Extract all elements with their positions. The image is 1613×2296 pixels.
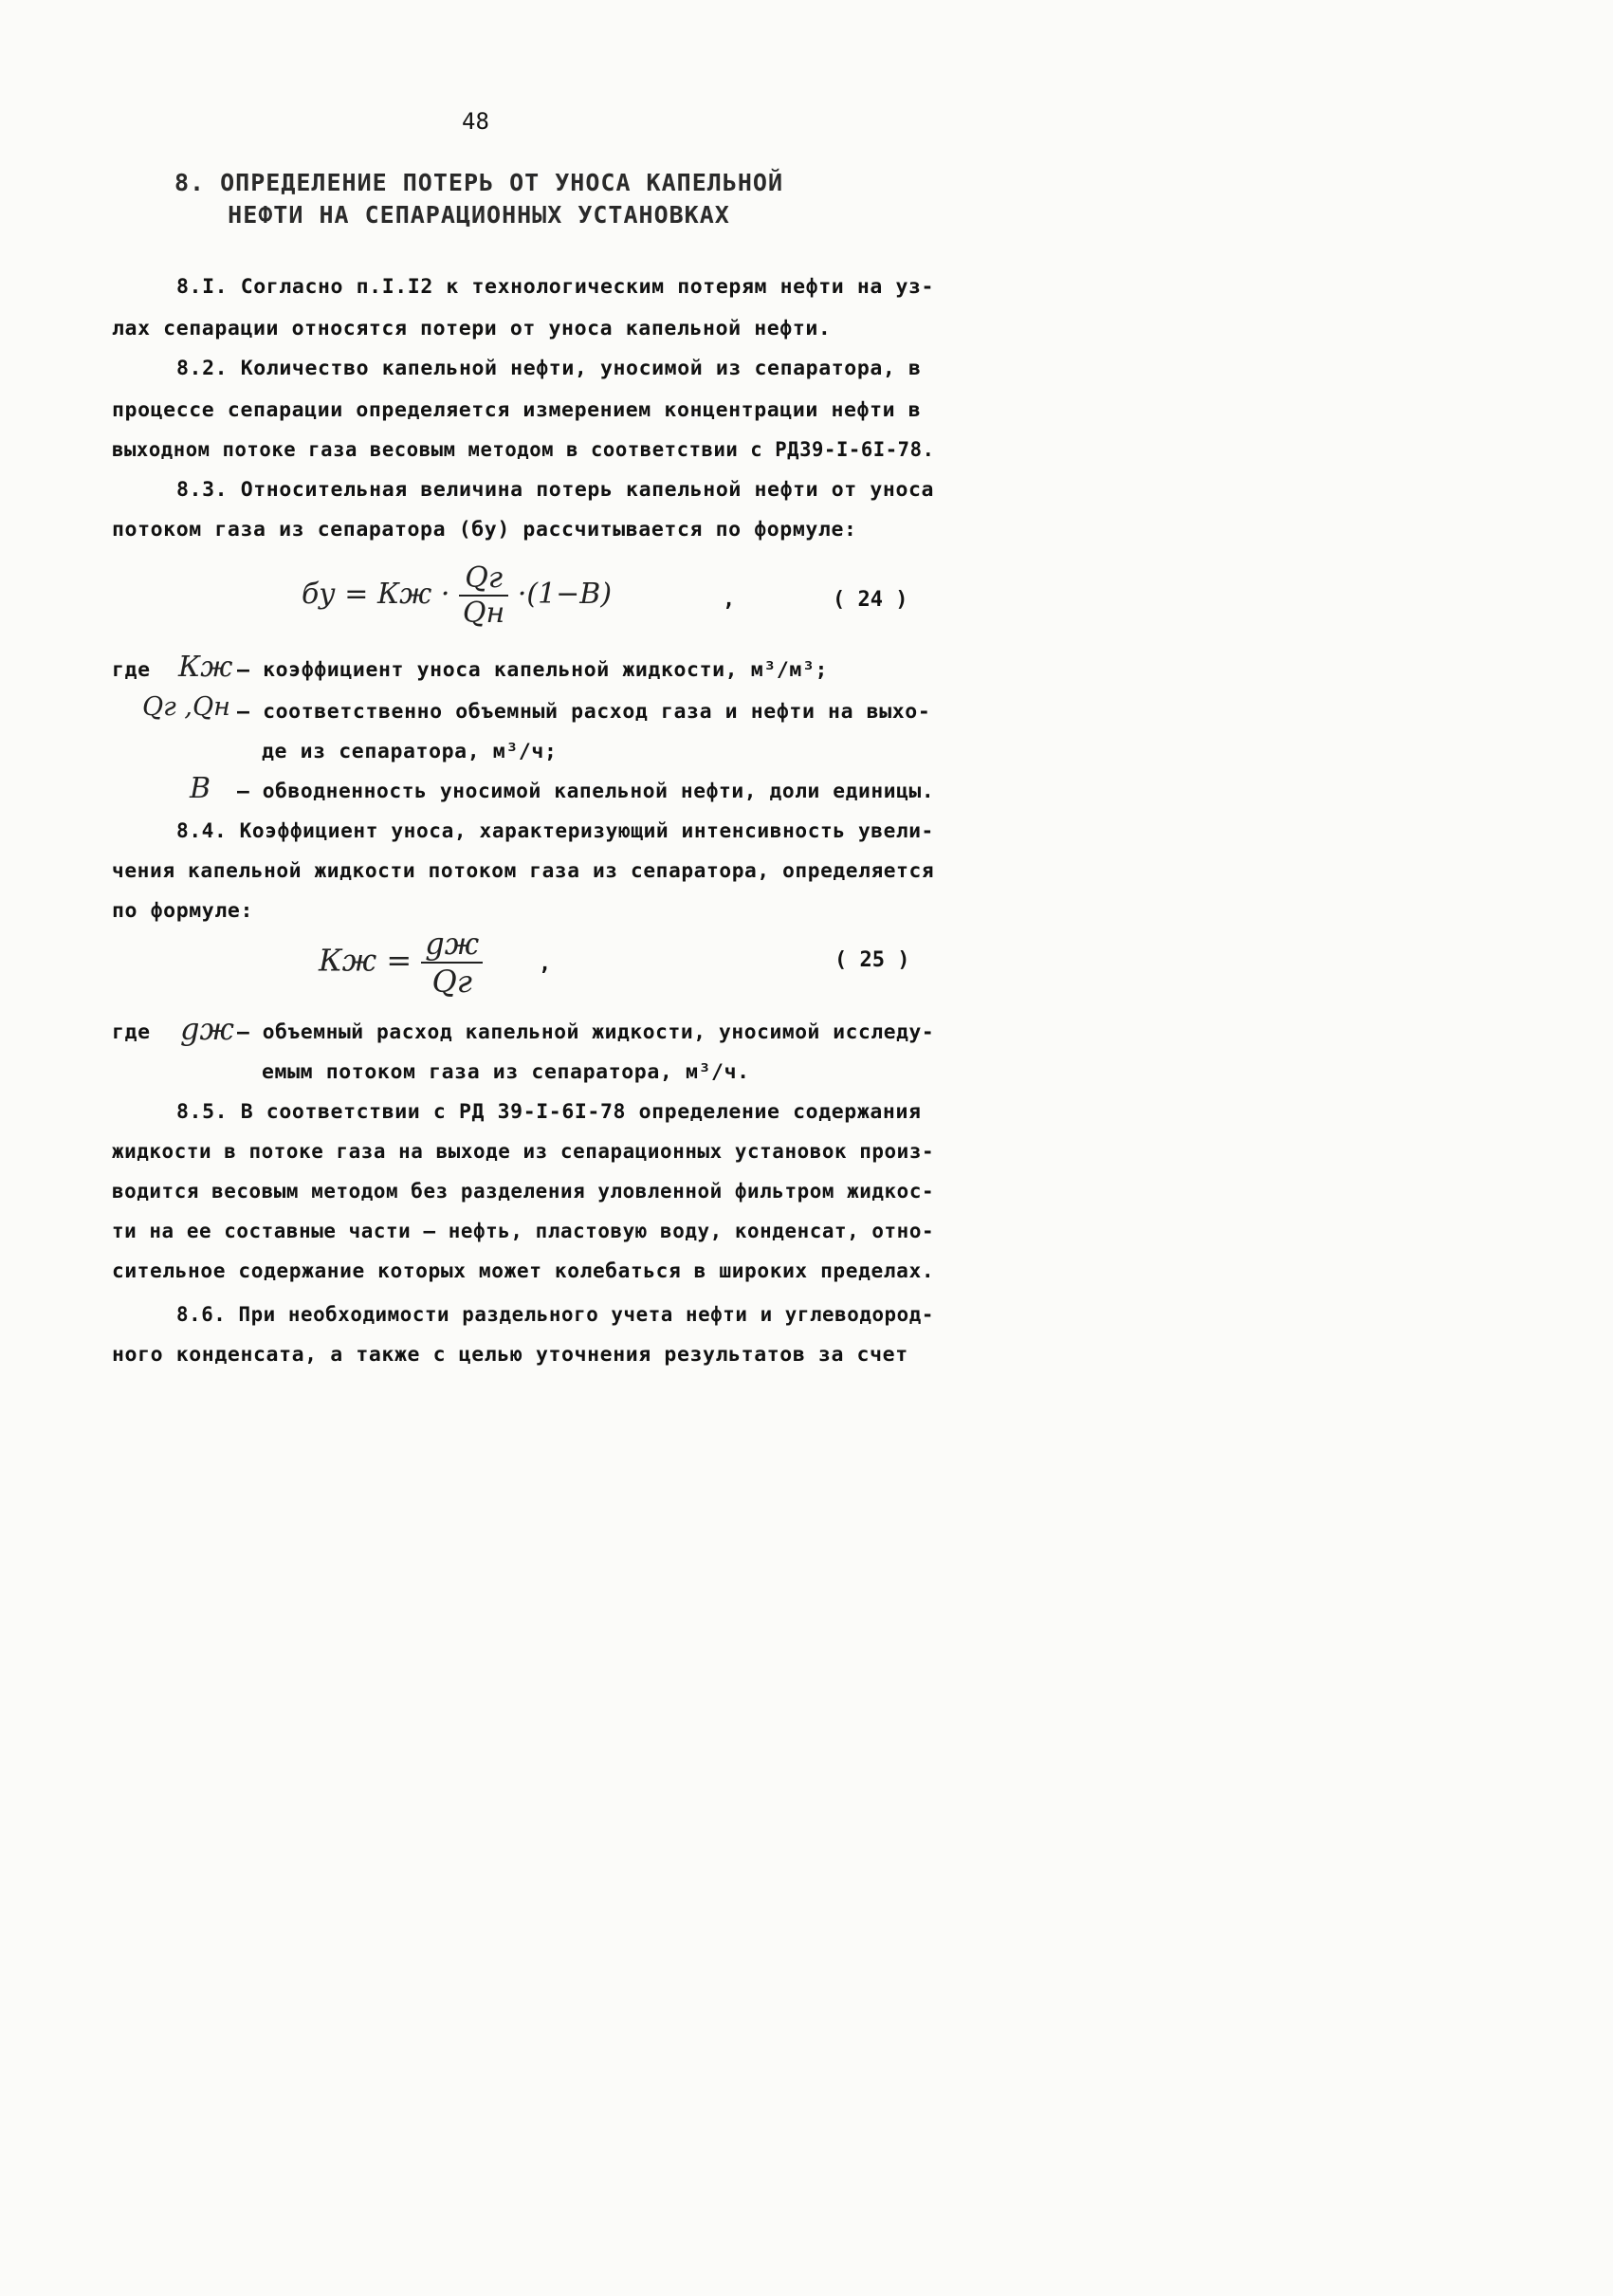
- paragraph-8-1-line-2: лах сепарации относятся потери от уноса капельной нефти.: [112, 317, 832, 340]
- paragraph-8-5-line-5: сительное содержание которых может колебаться в широких пределах.: [112, 1259, 935, 1283]
- formula-24: [302, 561, 612, 630]
- paragraph-8-2-line-2: процессе сепарации определяется измерением концентрации нефти в: [112, 398, 922, 422]
- paragraph-8-5-line-4: ти на ее составные части – нефть, пластовую воду, конденсат, отно-: [112, 1220, 935, 1243]
- paragraph-8-6-line-2: ного конденсата, а также с целью уточнения результатов за счет: [112, 1343, 908, 1367]
- paragraph-8-6-line-1: 8.6. При необходимости раздельного учета нефти и углеводород-: [176, 1303, 934, 1327]
- formula-25-comma: ,: [539, 952, 552, 976]
- paragraph-8-4-line-1: 8.4. Коэффициент уноса, характеризующий интенсивность увели-: [176, 819, 934, 843]
- formula-25-fraction: [421, 926, 483, 1000]
- formula-24-denominator: Qн: [462, 597, 505, 630]
- formula-25-numerator: gж: [421, 926, 483, 964]
- formula-24-fraction: [459, 561, 508, 630]
- paragraph-8-3-line-2: потоком газа из сепаратора (бу) рассчитывается по формуле:: [112, 518, 857, 542]
- paragraph-8-3-line-1: 8.3. Относительная величина потерь капельной нефти от уноса: [176, 478, 935, 502]
- where-label-24: где: [112, 658, 151, 682]
- paragraph-8-2-line-1: 8.2. Количество капельной нефти, уносимой из сепаратора, в: [176, 357, 922, 380]
- definition-k: – коэффициент уноса капельной жидкости, м³/м³;: [237, 658, 829, 682]
- document-page: [0, 0, 1043, 1487]
- symbol-b: В: [190, 772, 211, 805]
- formula-24-lhs: бу: [302, 578, 336, 611]
- section-title-line-2: НЕФТИ НА СЕПАРАЦИОННЫХ УСТАНОВКАХ: [228, 201, 730, 229]
- symbol-k: Кж: [178, 651, 233, 684]
- formula-24-equals: =: [344, 578, 369, 611]
- formula-24-dot: ·: [440, 578, 450, 611]
- page-number: 48: [462, 108, 489, 135]
- definition-g-line-2: емым потоком газа из сепаратора, м³/ч.: [262, 1060, 750, 1084]
- paragraph-8-4-line-3: по формуле:: [112, 899, 253, 923]
- symbol-q: Qг ,Qн: [142, 692, 230, 722]
- formula-25: [319, 926, 483, 1000]
- paragraph-8-5-line-3: водится весовым методом без разделения уловленной фильтром жидкос-: [112, 1180, 935, 1203]
- paragraph-8-4-line-2: чения капельной жидкости потоком газа из сепаратора, определяется: [112, 859, 935, 883]
- where-label-25: где: [112, 1020, 151, 1044]
- paragraph-8-1-line-1: 8.I. Согласно п.I.I2 к технологическим потерям нефти на уз-: [176, 275, 935, 299]
- formula-25-denominator: Qг: [431, 964, 472, 1000]
- definition-q-line-2: де из сепаратора, м³/ч;: [262, 740, 558, 763]
- formula-25-number: ( 25 ): [834, 948, 910, 972]
- formula-24-comma: ,: [723, 588, 736, 612]
- definition-g-line-1: – объемный расход капельной жидкости, уносимой исследу-: [237, 1020, 935, 1044]
- formula-24-tail: ·(1−В): [517, 578, 613, 611]
- definition-b: – обводненность уносимой капельной нефти, доли единицы.: [237, 780, 935, 803]
- formula-24-k: Кж: [376, 578, 432, 611]
- paragraph-8-5-line-2: жидкости в потоке газа на выходе из сепарационных установок произ-: [112, 1140, 935, 1164]
- formula-24-number: ( 24 ): [833, 588, 908, 612]
- formula-25-lhs: Кж: [319, 942, 377, 979]
- formula-25-equals: =: [386, 942, 412, 979]
- definition-q-line-1: – соответственно объемный расход газа и нефти на выхо-: [237, 700, 931, 724]
- formula-24-numerator: Qг: [459, 561, 508, 597]
- paragraph-8-2-line-3: выходном потоке газа весовым методом в соответствии с РД39-I-6I-78.: [112, 438, 935, 462]
- paragraph-8-5-line-1: 8.5. В соответствии с РД 39-I-6I-78 определение содержания: [176, 1100, 922, 1124]
- section-title-line-1: 8. ОПРЕДЕЛЕНИЕ ПОТЕРЬ ОТ УНОСА КАПЕЛЬНОЙ: [174, 169, 784, 196]
- symbol-g: gж: [180, 1011, 234, 1047]
